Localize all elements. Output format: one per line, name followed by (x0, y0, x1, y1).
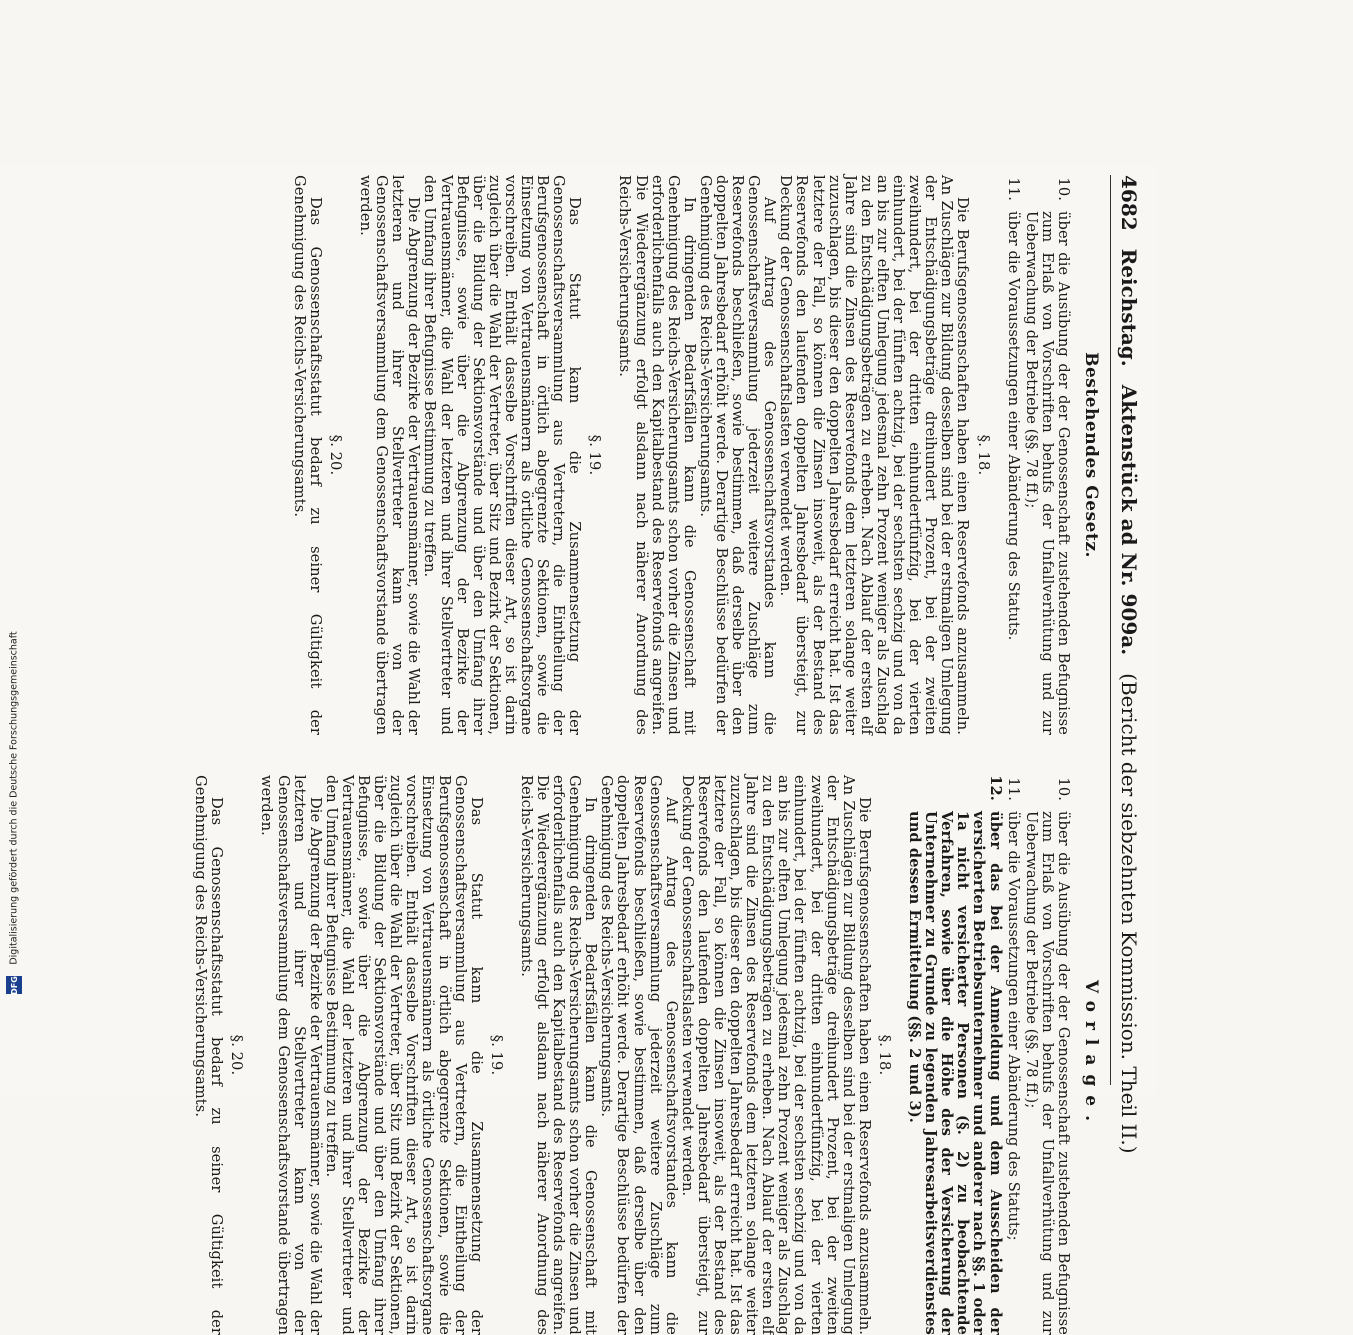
list-item (1023, 775, 1071, 1335)
item-number: 12. (986, 775, 1004, 801)
item-text: über die Voraussetzungen einer Abänderung des Statuts; (1004, 811, 1022, 1241)
left-sections (291, 175, 991, 735)
section-heading: §. 20. (326, 434, 344, 476)
section-paragraph: Die Abgrenzung der Bezirke der Vertrauensmänner, sowie die Wahl der letzteren und ihrer Stellvertreter kann von der Genossenschaftsversammlung dem Genossenschaftsvorstande übertragen werden. (258, 775, 324, 1335)
list-item (906, 775, 1003, 1335)
item-text: über das bei der Anmeldung und dem Ausscheiden der versicherten Betriebsunternehmer und anderer nach §§. 1 oder 1a nicht versicherter Personen (§. 2) zu beobachtende Verfahren, sowie über die Höhe des der Versicherung der Unternehmer zu Grunde zu legenden Jahresarbeitsverdienstes und dessen Ermittelung (§§. 2 und 3). (906, 811, 1004, 1335)
right-sections (192, 775, 892, 1335)
right-column (0, 775, 1103, 1335)
page-number: 4682 (1117, 175, 1141, 231)
document-context: (Bericht der siebzehnten Kommission. Theil II.) (1117, 673, 1141, 1154)
document-reference: Aktenstück ad Nr. 909a. (1117, 384, 1141, 656)
list-item (1023, 175, 1071, 735)
section-paragraph: In dringenden Bedarfsfällen kann die Genossenschaft mit Genehmigung des Reichs-Versicherungsamts schon vorher die Zinsen und erforderlichenfalls auch den Kapitalbestand des Reservefonds angreifen. Die Wiederergänzung erfolgt alsdann nach näherer Anordnung des Reichs-Versicherungsamts. (517, 775, 600, 1335)
section-paragraph: Das Statut kann die Zusammensetzung der Genossenschaftsversammlung aus Vertretern, die Eintheilung der Berufsgenossenschaft in örtlich abgegrenzte Sektionen, sowie die Einsetzung von Vertrauensmännern als örtliche Genossenschaftsorgane vorschreiben. Enthält dasselbe Vorschriften dieser Art, so ist darin zugleich über die Wahl der Vertreter, über Sitz und Bezirk der Sektionen, über die Bildung der Sektionsvorstände und über den Umfang ihrer Befugnisse, sowie über die Abgrenzung der Bezirke der Vertrauensmänner, die Wahl der letzteren und ihrer Stellvertreter und den Umfang ihrer Befugnisse Bestimmung zu treffen. (322, 775, 485, 1335)
list-item (1005, 175, 1021, 735)
list-item (1005, 775, 1021, 1335)
publication-title: Reichstag. (1117, 248, 1141, 367)
dfg-logo-text: DFG (9, 975, 19, 995)
section-paragraph: Die Berufsgenossenschaften haben einen Reservefonds anzusammeln. An Zuschlägen zur Bildung desselben sind bei der erstmaligen Umlegung der Entschädigungsbeträge dreihundert Prozent, bei der zweiten zweihundert, bei der dritten einhundertfünfzig, bei der vierten einhundert, bei der fünften achtzig, bei der sechsten sechzig und von da an bis zur elften Umlegung jedesmal zehn Prozent weniger als Zuschlag zu den Entschädigungsbeträgen zu erheben. Nach Ablauf der ersten elf Jahre sind die Zinsen des Reservefonds dem letzteren solange weiter zuzuschlagen, bis dieser den doppelten Jahresbedarf erreicht hat. Ist das letztere der Fall, so können die Zinsen insoweit, als der Bestand des Reservefonds den laufenden doppelten Jahresbedarf übersteigt, zur Deckung der Genossenschaftslasten verwendet werden. (777, 175, 972, 735)
left-column-title: Bestehendes Gesetz. (1081, 352, 1101, 558)
section-heading: §. 18. (875, 1034, 893, 1076)
item-text: über die Ausübung der der Genossenschaft zustehenden Befugnisse zum Erlaß von Vorschriften behufs der Unfallverhütung und zur Ueberwachung der Betriebe (§§. 78 ff.); (1022, 811, 1072, 1335)
section-paragraph: Auf Antrag des Genossenschaftsvorstandes kann die Genossenschaftsversammlung jederzeit weitere Zuschläge zum Reservefonds beschließen, sowie bestimmen, daß derselbe über den doppelten Jahresbedarf erhöht werde. Derartige Beschlüsse bedürfen der Genehmigung des Reichs-Versicherungsamts. (598, 775, 680, 1335)
item-number: 11. (1004, 177, 1022, 201)
section-paragraph: Das Genossenschaftsstatut bedarf zu seiner Gültigkeit der Genehmigung des Reichs-Versicherungsamts. (290, 175, 324, 735)
left-column (0, 175, 1103, 735)
section-paragraph: Die Abgrenzung der Bezirke der Vertrauensmänner, sowie die Wahl der letzteren und ihrer Stellvertreter kann von der Genossenschaftsversammlung dem Genossenschaftsvorstande übertragen werden. (357, 175, 423, 735)
section-paragraph: In dringenden Bedarfsfällen kann die Genossenschaft mit Genehmigung des Reichs-Versicherungsamts schon vorher die Zinsen und erforderlichenfalls auch den Kapitalbestand des Reservefonds angreifen. Die Wiederergänzung erfolgt alsdann nach näherer Anordnung des Reichs-Versicherungsamts. (616, 175, 698, 735)
document-page (0, 165, 1157, 1335)
item-text: über die Ausübung der der Genossenschaft zustehenden Befugnisse zum Erlaß von Vorschriften behufs der Unfallverhütung und zur Ueberwachung der Betriebe (§§. 78 ff.); (1022, 211, 1072, 735)
item-number: 10. (1054, 777, 1072, 801)
page-header (1117, 175, 1141, 1154)
funding-note: Digitalisierung gefördert durch die Deutsche Forschungsgemeinschaft (8, 631, 20, 965)
header-divider (1110, 175, 1111, 1085)
item-number: 11. (1004, 777, 1022, 801)
section-heading: §. 18. (974, 434, 992, 476)
left-item-list (1005, 175, 1071, 735)
item-number: 10. (1054, 177, 1072, 201)
section-paragraph: Die Berufsgenossenschaften haben einen Reservefonds anzusammeln. An Zuschlägen zur Bildung desselben sind bei der erstmaligen Umlegung der Entschädigungsbeträge dreihundert Prozent, bei der zweiten zweihundert, bei der dritten einhundertfünfzig, bei der vierten einhundert, bei der fünften achtzig, bei der sechsten sechzig und von da an bis zur elften Umlegung jedesmal zehn Prozent weniger als Zuschlag zu den Entschädigungsbeträgen zu erheben. Nach Ablauf der ersten elf Jahre sind die Zinsen des Reservefonds dem letzteren solange weiter zuzuschlagen, bis dieser den doppelten Jahresbedarf erreicht hat. Ist das letztere der Fall, so können die Zinsen insoweit, als der Bestand des Reservefonds den laufenden doppelten Jahresbedarf übersteigt, zur Deckung der Genossenschaftslasten verwendet werden. (678, 775, 873, 1335)
item-text: über die Voraussetzungen einer Abänderung des Statuts. (1004, 211, 1022, 641)
section-heading: §. 20. (228, 1034, 246, 1076)
right-item-list (906, 775, 1071, 1335)
section-heading: §. 19. (487, 1034, 505, 1076)
section-paragraph: Auf Antrag des Genossenschaftsvorstandes kann die Genossenschaftsversammlung jederzeit weitere Zuschläge zum Reservefonds beschließen, sowie bestimmen, daß derselbe über den doppelten Jahresbedarf erhöht werde. Derartige Beschlüsse bedürfen der Genehmigung des Reichs-Versicherungsamts. (696, 175, 779, 735)
right-column-title: Vorlage. (1081, 979, 1101, 1131)
section-heading: §. 19. (586, 434, 604, 476)
section-paragraph: Das Genossenschaftsstatut bedarf zu seiner Gültigkeit der Genehmigung des Reichs-Versicherungsamts. (192, 775, 226, 1335)
dfg-logo-icon (6, 976, 22, 994)
section-paragraph: Das Statut kann die Zusammensetzung der Genossenschaftsversammlung aus Vertretern, die Eintheilung der Berufsgenossenschaft in örtlich abgegrenzte Sektionen, sowie die Einsetzung von Vertrauensmännern als örtliche Genossenschaftsorgane vorschreiben. Enthält dasselbe Vorschriften dieser Art, so ist darin zugleich über die Wahl der Vertreter, über Sitz und Bezirk der Sektionen, über die Bildung der Sektionsvorstände und über den Umfang ihrer Befugnisse, sowie über die Abgrenzung der Bezirke der Vertrauensmänner, die Wahl der letzteren und ihrer Stellvertreter und den Umfang ihrer Befugnisse Bestimmung zu treffen. (421, 175, 584, 735)
dfg-sidebar (6, 602, 22, 994)
